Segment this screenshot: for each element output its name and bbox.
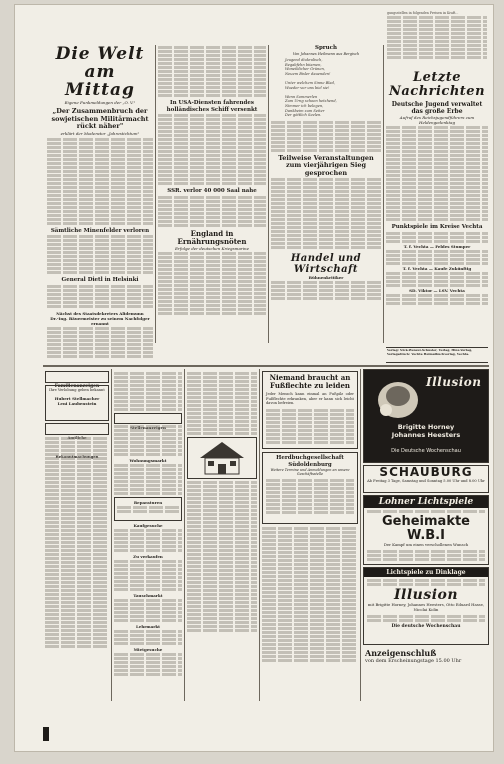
verkauf-title: Zu verkaufen [133, 554, 163, 559]
verkauf-body [114, 560, 182, 591]
welt-item3-title: General Dietl in Helsinki [61, 277, 139, 283]
ads-divider [259, 369, 260, 701]
stellen-title: Stellenanzeigen [130, 425, 166, 430]
amtlich-body [45, 437, 109, 648]
poem-line: Neuem Bisler dauenden! [285, 71, 331, 76]
ads-column-3 [187, 371, 257, 701]
notice-left-body [271, 178, 381, 249]
uss-title: In USA-Diensten fahrendes holländisches Schiff versenkt [166, 100, 258, 113]
letzte-body [386, 126, 488, 221]
poem-title: Spruch [314, 45, 338, 51]
dinklage-ad [363, 567, 489, 645]
amtlich-title: Amtliche Bekanntmachungen [55, 435, 99, 459]
lehrmarkt-title: Lehrmarkt [136, 624, 160, 629]
anzeigenschluss-title: Anzeigenschluß [365, 648, 437, 658]
reparaturen-title: Reparaturen [133, 500, 163, 505]
amtlich-header [45, 423, 109, 459]
kauf-title: Kaufgesuche [133, 523, 163, 528]
ads3-body [187, 481, 257, 632]
kreis-body1 [386, 232, 488, 243]
letzte-title: Letzte Nachrichten [388, 70, 486, 99]
newspaper-page [14, 4, 494, 752]
kreis-body3 [386, 272, 488, 287]
ads2-top-body [114, 372, 182, 411]
poem-line: Nimmer ich belegen, [285, 103, 324, 108]
welt-item1-title: „Der Zusammenbruch der sowjetischen Militärmacht rückt näher" [51, 107, 149, 130]
wochenschau-text: Die Deutsche Wochenschau [391, 448, 461, 454]
fb-title: SD. Viktor — LSV. Vechta [409, 287, 465, 293]
mietgesuche-title: Mietgesuche [133, 647, 163, 652]
star2: Johannes Heesters [391, 431, 461, 439]
poem-line: Regabfehn biiamen, [285, 62, 322, 67]
poem-line: Wenn Sommerlen [285, 94, 318, 99]
fussflechte-title: Niemand braucht an Fußflechte zu leiden [269, 373, 351, 390]
welt-item1-sub: erklärt der Moderator „Jahrestichtum" [60, 130, 140, 136]
lohne-ad [363, 495, 489, 565]
herdbuch-sub: Weitere Termine und Anmeldungen an unsere Geschäftsstelle [270, 468, 350, 477]
letzte-nachrichten-column [386, 71, 488, 349]
herdbuch-title: Herdbuchgesellschaft Südoldenburg [276, 455, 344, 468]
geheimakte-sub: Der Kampf um einen verschollenen Wunsch [383, 542, 469, 547]
column-divider [155, 45, 156, 343]
fussflechte-body: Jeder Mensch kann einmal an Fußpilz oder Fußflechte erkranken, aber er kann sich leicht davon befreien. [266, 392, 354, 406]
poem-line: Der göttlich Seelen. [285, 113, 322, 118]
house-icon [188, 438, 256, 478]
poem-note [271, 121, 381, 152]
welt-item5-title: Dr.-Ing. Bäuermeister zu seinem Nachfolger ernannt [50, 315, 150, 326]
ssr-body [158, 196, 266, 227]
welt-subtitle: Eigene Funkmeldungen der „O. V." [64, 100, 136, 105]
schauburg-ad [363, 465, 489, 493]
illusion-ad [363, 369, 489, 463]
england-body [158, 252, 266, 315]
handel-sub: Bühnenkritiker [308, 275, 344, 281]
uss-body [158, 114, 266, 185]
wohn-title: Wohnungsmarkt [129, 458, 167, 463]
ads3-top [187, 372, 257, 435]
herdbuch-ad [262, 452, 358, 524]
kreis-title: Punktspiele im Kreise Vechta [391, 224, 483, 230]
poem-line: Zum Urng schoen hetzhend, [285, 99, 337, 104]
verlobung-name2: Leni Laubenstein [57, 400, 97, 406]
notice-left-title: Teilweise Veranstaltungen zum vierjährigen Sieg gesprochen [278, 153, 374, 177]
handel-title: Handel und Wirtschaft [290, 253, 362, 276]
welt-item3-body [47, 285, 153, 308]
schauburg-title: SCHAUBURG [379, 465, 473, 479]
top-right-notice-text: gungsstellen in folgenden Preisen in Kraft... [387, 11, 459, 15]
verlobung-text: Ihre Verlobung geben bekannt [49, 388, 105, 392]
kauf-body [114, 529, 182, 552]
familie-header [45, 371, 109, 389]
welt-item2-body [47, 235, 153, 274]
welt-item2-title: Sämtliche Minenfelder verloren [50, 227, 150, 234]
top-right-notice [387, 11, 487, 69]
cinema-column [363, 369, 489, 705]
section-divider [43, 365, 489, 367]
schauburg-schedule: Ab Freitag 3 Tage, Samstag und Sonntag 5.00 Uhr und 8.00 Uhr [367, 479, 485, 483]
handel-body [271, 281, 381, 300]
tausch-title: Tauschmarkt [133, 593, 163, 598]
familie-title: Familienanzeigen [54, 384, 100, 389]
ads-column-1 [45, 371, 109, 701]
welt-item5-body [47, 327, 153, 358]
ads4-body [262, 527, 358, 662]
ads-divider [184, 369, 185, 701]
star1: Brigitte Horney [397, 423, 455, 431]
lohne-title: Lohner Lichtspiele [364, 496, 488, 508]
illusion-title: Illusion [426, 375, 482, 389]
stellen-body [114, 425, 182, 456]
poem-line: Jeugend diukralisch, [285, 58, 323, 62]
england-sub: Erfolge der deutschen Kriegsmarine [175, 245, 249, 251]
letzte-sub1: Deutsche Jugend verwaltet das große Erbe [391, 101, 483, 115]
ads-column-2 [114, 371, 182, 701]
welt-item1-body [47, 138, 153, 225]
dinklage-title: Lichtspiele zu Dinklage [364, 568, 488, 577]
kreis-body2 [386, 250, 488, 265]
calibration-mark [43, 727, 49, 741]
lehrmarkt-body [114, 630, 182, 645]
anzeigenschluss-text: von dem Erscheinungstage 15.00 Uhr [365, 658, 462, 664]
verlag-text: Verlag: Nick-Wenzel-Schuster, Verlag, Hinz-Verlag, Verlagsdruck: Vechta Heimatbuchverlag, Vechta. [387, 348, 473, 356]
letzte-sub2: Aufruf des Reichsjugendführers zum Heldengedenktag [399, 115, 475, 125]
column-divider [268, 45, 269, 343]
verlobung-ad [45, 385, 109, 421]
dinklage-wochenschau: Die deutsche Wochenschau [391, 623, 461, 629]
wohn-body [114, 464, 182, 495]
ads-divider [111, 369, 112, 701]
mid-intro-body [158, 46, 266, 97]
welt-title: Die Welt am Mittag [55, 44, 145, 100]
fb-body [386, 294, 488, 305]
ssr-title: SSR. verlor 40 000 Saal nahe [167, 188, 257, 194]
tausch-body [114, 599, 182, 622]
anzeigenschluss [363, 649, 489, 664]
verlag-notice [386, 347, 488, 363]
poem-lines [271, 58, 381, 118]
kreis-sub2: T. f. Vechta — Kaufe Zukünftig [402, 265, 472, 271]
ads-column-4 [262, 371, 358, 701]
mietgesuche-body [114, 653, 182, 676]
stellen-header [114, 413, 182, 430]
welt-item4-title: Nächst des Staatsdekreters Alidemunn [56, 310, 144, 316]
verlobung-name1: Hubert Stellmacher [54, 395, 100, 401]
poem-line: Dankbeim zum Seiter [285, 108, 325, 113]
poem-line: Wueder vor uns biel sie! [285, 85, 330, 90]
middle-news-column [158, 45, 266, 345]
house-ad [187, 437, 257, 479]
england-title: England in Ernährungsnöten [177, 228, 247, 246]
kreis-sub1: T. f. Vechta — Feldes Stumper [403, 243, 471, 249]
ads-divider [360, 369, 361, 701]
dinklage-film: Illusion [393, 587, 459, 603]
fussflechte-ad [262, 371, 358, 449]
poem-column [271, 45, 381, 345]
dinklage-stars: mit Brigitte Horney, Johannes Heesters, Otto Eduard Hasse, Nicolai Kolin [367, 602, 485, 612]
reparaturen-ad [114, 497, 182, 521]
poem-line: Woneiblicher Grünen, [285, 67, 325, 72]
column-divider [383, 45, 384, 343]
poem-line: Unter welchem Sinne Blad, [285, 80, 336, 85]
welt-am-mittag-column [47, 45, 153, 345]
geheimakte-title: Geheimakte W.B.I [381, 514, 470, 543]
poem-subtitle: Von Johannes Heilmann aus Bergisch [292, 51, 360, 56]
